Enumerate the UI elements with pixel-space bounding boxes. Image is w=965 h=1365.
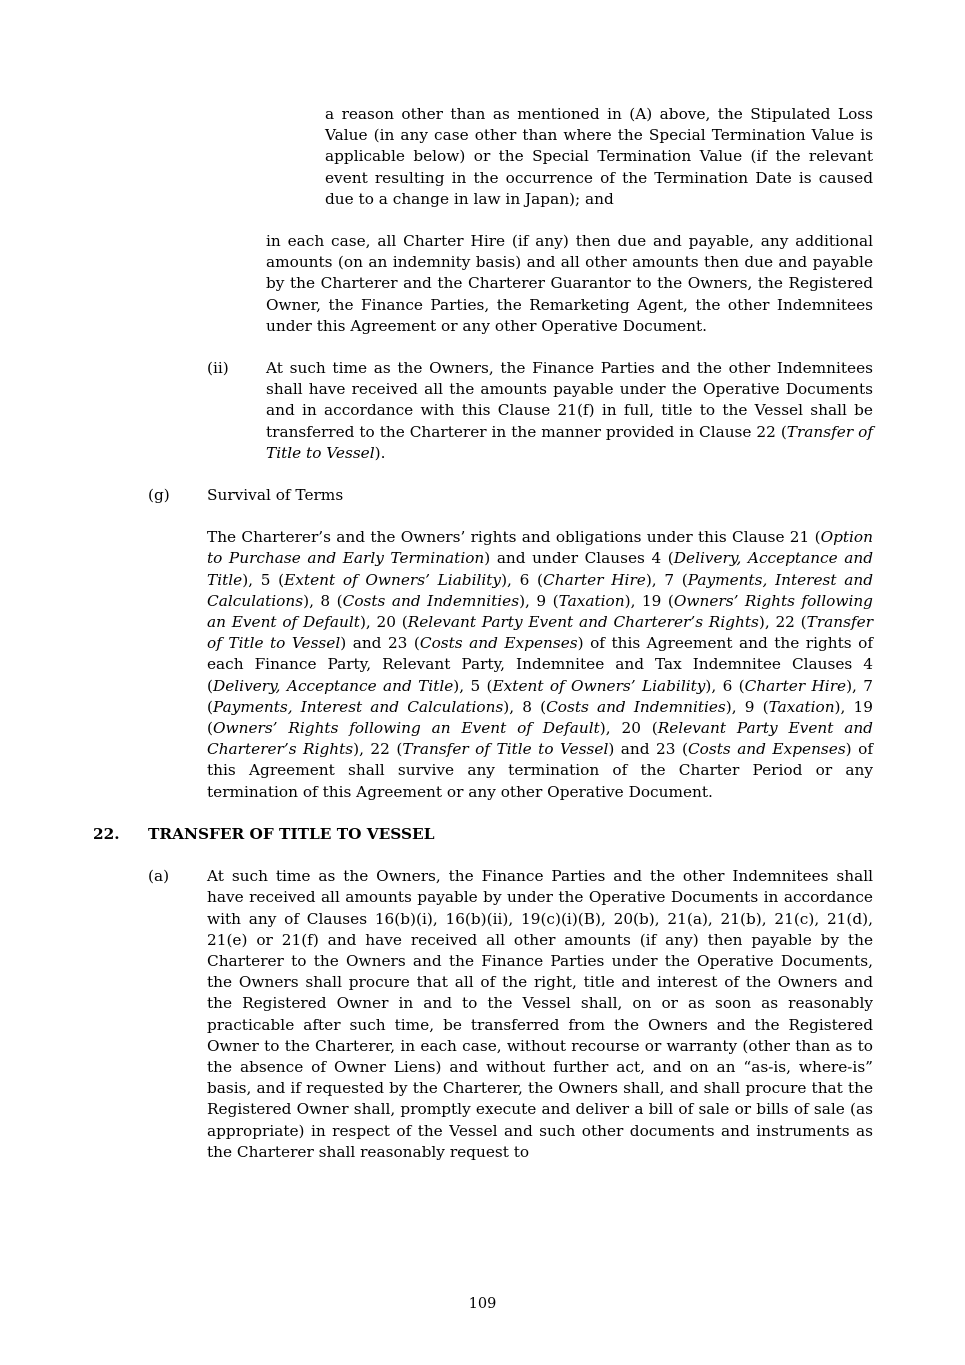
list-item-a-body: At such time as the Owners, the Finance Parties and the other Indemnitees shall have received all amounts payable by under the Operative Documents in accordance with any of Clauses 16(b)(i), 16(b)(ii), 19(c)(i)(B), 20(b), 21(a), 21(b), 21(c), 21(d), 21(e) or 21(f) and have received all other amounts (if any) then payable by the Charterer to the Owners and the Finance Parties under the Operative Documents, the Owners shall procure that all of the right, title and interest of the Owners and the Registered Owner in and to the Vessel shall, on or as soon as reasonably practicable after such time, be transferred from the Owners and the Registered Owner to the Charterer, in each case, without recourse or warranty (other than as to the absence of Owner Liens) and without further act, and on an “as-is, where-is” basis, and if requested by the Charterer, the Owners shall, and shall procure that the Registered Owner shall, promptly execute and deliver a bill of sale or bills of sale (as appropriate) in respect of the Vessel and such other documents and instruments as the Charterer shall reasonably request to — [207, 867, 873, 1161]
paragraph-in-each-case: in each case, all Charter Hire (if any) then due and payable, any additional amounts (on an indemnity basis) and all other amounts then due and payable by the Charterer and the Charterer Guarantor to the Owners, the Registered Owner, the Finance Parties, the Remarketing Agent, the other Indemnitees under this Agreement or any other Operative Document. — [266, 232, 873, 335]
document-body — [93, 104, 873, 1163]
section-title: TRANSFER OF TITLE TO VESSEL — [148, 824, 435, 843]
page-number: 109 — [468, 1296, 497, 1312]
section-heading-22 — [93, 824, 873, 845]
list-item-ii-label: (ii) — [207, 359, 229, 378]
paragraph-survival-of-terms: The Charterer’s and the Owners’ rights and obligations under this Clause 21 (Option to Purchase and Early Termination) and under Clauses 4 (Delivery, Acceptance and Title), 5 (Extent of Owners’ Liability), 6 (Charter Hire), 7 (Payments, Interest and Calculations), 8 (Costs and Indemnities), 9 (Taxation), 19 (Owners’ Rights following an Event of Default), 20 (Relevant Party Event and Charterer’s Rights), 22 (Transfer of Title to Vessel) and 23 (Costs and Expenses) of this Agreement and the rights of each Finance Party, Relevant Party, Indemnitee and Tax Indemnitee Clauses 4 (Delivery, Acceptance and Title), 5 (Extent of Owners’ Liability), 6 (Charter Hire), 7 (Payments, Interest and Calculations), 8 (Costs and Indemnities), 9 (Taxation), 19 (Owners’ Rights following an Event of Default), 20 (Relevant Party Event and Charterer’s Rights), 22 (Transfer of Title to Vessel) and 23 (Costs and Expenses) of this Agreement shall survive any termination of the Charter Period or any termination of this Agreement or any other Operative Document. — [207, 528, 874, 801]
list-item-g-label: (g) — [148, 486, 170, 505]
list-item-a-label: (a) — [148, 867, 170, 886]
paragraph-stipulated-loss-value: a reason other than as mentioned in (A) above, the Stipulated Loss Value (in any case other than where the Special Termination Value is applicable below) or the Special Termination Value (if the relevant event resulting in the occurrence of the Termination Date is caused due to a change in law in Japan); and — [325, 105, 873, 208]
list-item-g — [148, 485, 873, 506]
list-item-ii — [207, 358, 873, 464]
list-item-ii-body: At such time as the Owners, the Finance Parties and the other Indemnitees shall have received all the amounts payable under the Operative Documents and in accordance with this Clause 21(f) in full, title to the Vessel shall be transferred to the Charterer in the manner provided in Clause 22 (Transfer of Title to Vessel). — [266, 359, 873, 462]
section-number: 22. — [93, 824, 120, 843]
item-g-heading: Survival of Terms — [207, 486, 344, 505]
list-item-a — [148, 866, 873, 1163]
